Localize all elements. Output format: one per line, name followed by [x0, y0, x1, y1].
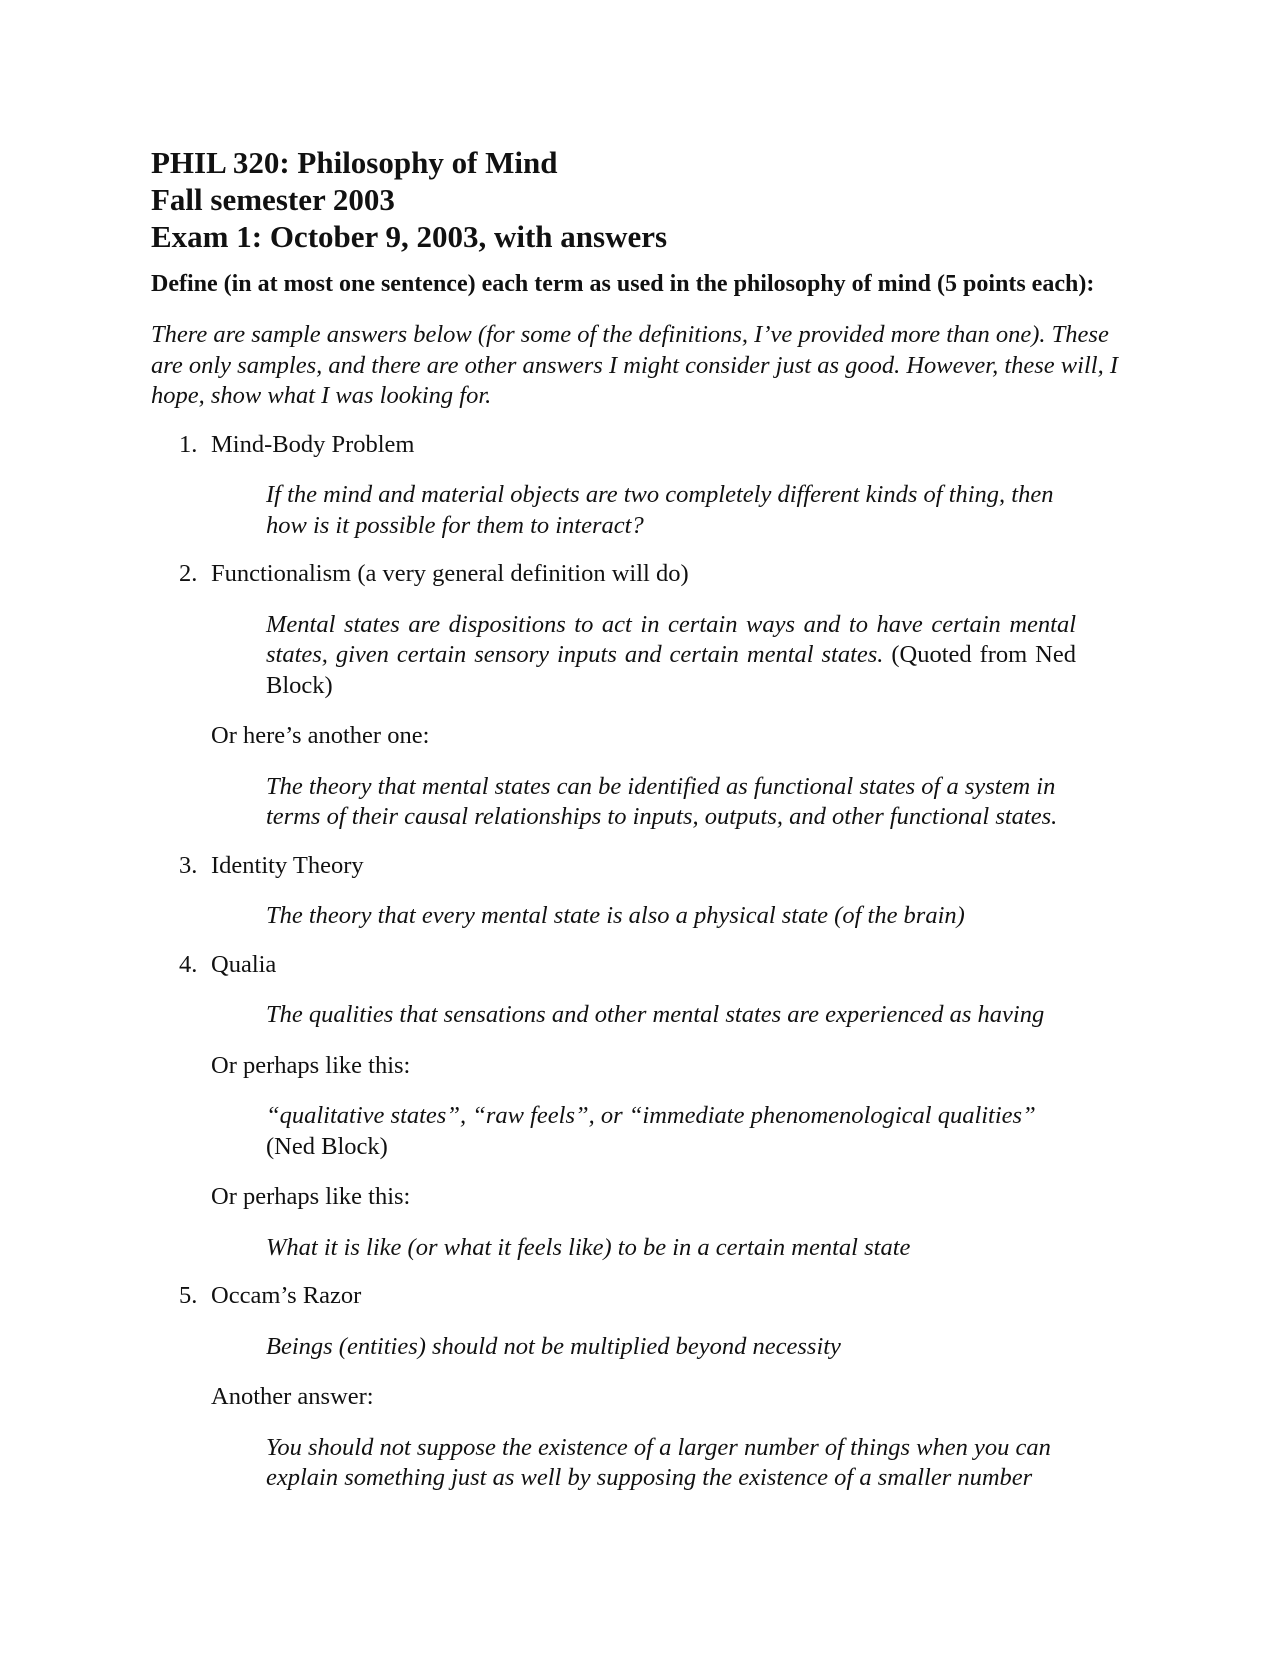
term: Mind-Body Problem	[211, 430, 415, 458]
definition-list	[151, 430, 1131, 1494]
instructions: Define (in at most one sentence) each term as used in the philosophy of mind (5 points each):	[151, 271, 1095, 297]
alternative-answer-text: “qualitative states”, “raw feels”, or “immediate phenomenological qualities”	[266, 1102, 1036, 1129]
list-item	[151, 1281, 1131, 1494]
alternative-answer: You should not suppose the existence of a larger number of things when you can explain something just as well by supposing the existence of a smaller number	[266, 1433, 1051, 1491]
exam-page	[151, 144, 1131, 1494]
list-item	[151, 851, 1131, 932]
item-number: 5.	[179, 1282, 198, 1309]
item-number: 4.	[179, 950, 198, 978]
alternative-answer-2: What it is like (or what it feels like) to be in a certain mental state	[266, 1233, 911, 1261]
list-item	[151, 559, 1131, 833]
alternative-answer	[151, 1101, 1076, 1162]
semester-title: Fall semester 2003	[151, 182, 395, 217]
answer: If the mind and material objects are two completely different kinds of thing, then how is it possible for them to interact?	[266, 481, 1054, 539]
alternative-citation: (Ned Block)	[266, 1132, 388, 1160]
answer-text: Mental states are dispositions to act in certain ways and to have certain mental states, given certain sensory inputs and certain mental states.	[266, 610, 1076, 668]
course-title: PHIL 320: Philosophy of Mind	[151, 145, 558, 180]
answer-citation: (Quoted from Ned Block)	[266, 641, 1076, 699]
item-number: 1.	[179, 430, 198, 458]
term-row	[151, 559, 1131, 590]
term: Qualia	[211, 950, 277, 978]
term: Functionalism (a very general definition will do)	[211, 560, 689, 587]
answer: Beings (entities) should not be multiplied beyond necessity	[266, 1332, 841, 1360]
item-number: 3.	[179, 851, 198, 879]
answer	[151, 610, 1076, 702]
answer: The theory that every mental state is also a physical state (of the brain)	[266, 902, 965, 929]
term: Identity Theory	[211, 851, 364, 879]
exam-title: Exam 1: October 9, 2003, with answers	[151, 219, 668, 254]
alternative-label: Or here’s another one:	[211, 722, 430, 749]
term-row	[151, 851, 1131, 882]
list-item	[151, 950, 1131, 1264]
intro-paragraph: There are sample answers below (for some of the definitions, I’ve provided more than one). These are only samples, and there are other answers I might consider just as good. However, these will, I hope, show what I was looking for.	[151, 321, 1118, 409]
term-row	[151, 1281, 1131, 1312]
list-item	[151, 430, 1131, 542]
term: Occam’s Razor	[211, 1282, 362, 1309]
term-row	[151, 430, 1131, 461]
alternative-label-2: Or perhaps like this:	[211, 1183, 411, 1210]
item-number: 2.	[179, 560, 198, 587]
alternative-label: Or perhaps like this:	[211, 1051, 411, 1079]
alternative-answer: The theory that mental states can be identified as functional states of a system in terms of their causal relationships to inputs, outputs, and other functional states.	[266, 772, 1058, 830]
term-row	[151, 950, 1131, 981]
answer: The qualities that sensations and other mental states are experienced as having	[266, 1001, 1045, 1028]
alternative-label: Another answer:	[211, 1383, 374, 1410]
